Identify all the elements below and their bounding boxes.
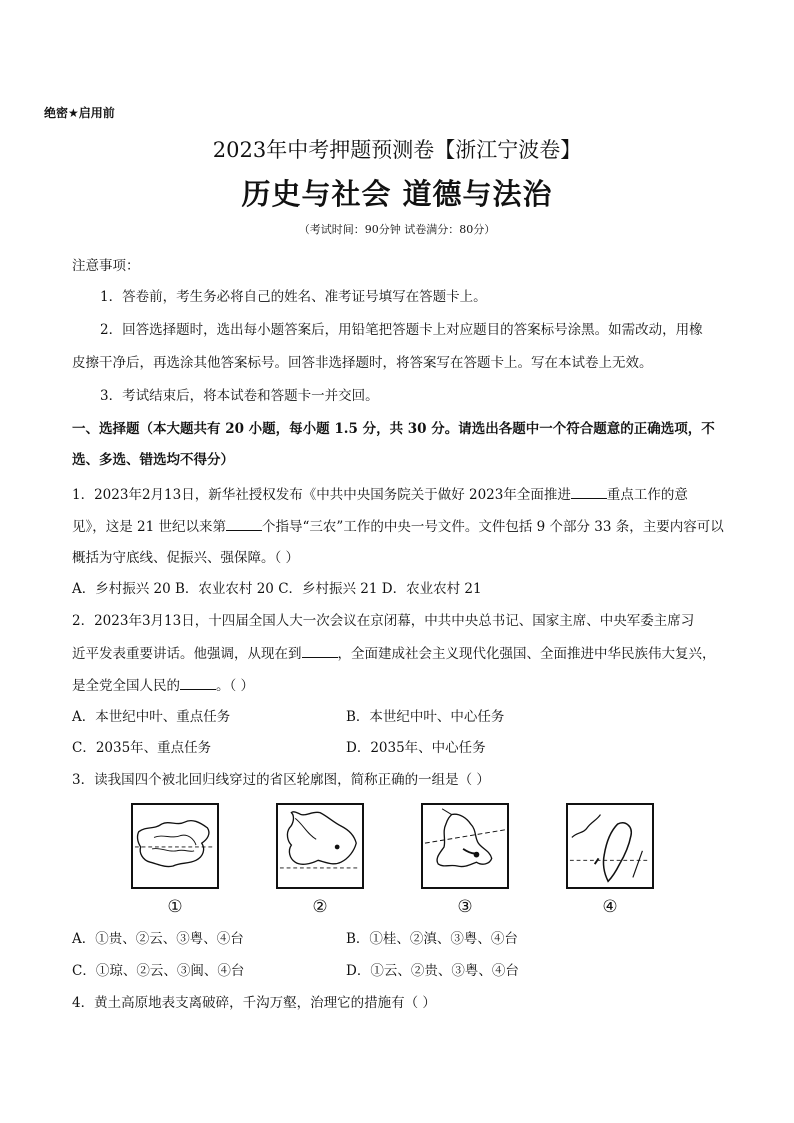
note-2-line2: 皮擦干净后，再选涂其他答案标号。回答非选择题时，将答案写在答题卡上。写在本试卷上无效。 xyxy=(72,355,653,371)
province-outline-icon xyxy=(278,805,362,887)
province-outline-icon xyxy=(568,805,652,887)
q3-stem: 3．读我国四个被北回归线穿过的省区轮廓图，简称正确的一组是（ ） xyxy=(72,772,490,788)
note-1: 1．答卷前，考生务必将自己的姓名、准考证号填写在答题卡上。 xyxy=(100,289,487,305)
q1-line1 xyxy=(72,484,732,505)
q2-line2 xyxy=(72,643,732,664)
answer-blank xyxy=(226,516,262,531)
q1-line3: 概括为守底线、促振兴、强保障。（ ） xyxy=(72,550,300,566)
q3-option-c: C．①琼、②云、③闽、④台 xyxy=(72,963,245,979)
q1-text: 见》，这是 21 世纪以来第 xyxy=(72,519,227,535)
province-outline-icon xyxy=(423,805,507,887)
answer-blank xyxy=(302,643,338,658)
q2-text: 是全党全国人民的 xyxy=(72,678,180,694)
note-3: 3．考试结束后，将本试卷和答题卡一并交回。 xyxy=(100,388,379,404)
q3-option-b: B．①桂、②滇、③粤、④台 xyxy=(346,931,518,947)
map-label-1: ① xyxy=(167,897,183,917)
q2-text: 。（ ） xyxy=(216,678,255,694)
map-label-4: ④ xyxy=(602,897,618,917)
q2-option-d: D．2035年、中心任务 xyxy=(346,740,486,756)
map-2-province-outline xyxy=(276,803,364,889)
q4-stem: 4．黄土高原地表支离破碎，千沟万壑，治理它的措施有（ ） xyxy=(72,995,436,1011)
q2-option-c: C．2035年、重点任务 xyxy=(72,740,212,756)
q2-line1: 2．2023年3月13日，十四届全国人大一次会议在京闭幕，中共中央总书记、国家主席、中央军委主席习 xyxy=(72,613,695,629)
q2-option-b: B．本世纪中叶、中心任务 xyxy=(346,709,505,725)
province-outline-icon xyxy=(133,805,217,887)
section1-instruction-line1: 一、选择题（本大题共有 20 小题，每小题 1.5 分，共 30 分。请选出各题中一个符合题意的正确选项，不 xyxy=(72,421,715,437)
q2-text: 近平发表重要讲话。他强调，从现在到 xyxy=(72,646,302,662)
q3-option-d: D．①云、②贵、③粤、④台 xyxy=(346,963,519,979)
exam-title: 2023年中考押题预测卷【浙江宁波卷】 xyxy=(212,138,582,162)
q1-line2 xyxy=(72,516,732,537)
notes-heading: 注意事项： xyxy=(72,258,140,274)
answer-blank xyxy=(571,484,607,499)
map-4-province-outline xyxy=(566,803,654,889)
confidential-label: 绝密★启用前 xyxy=(44,106,115,120)
exam-time-info: （考试时间：90分钟 试卷满分：80分） xyxy=(298,223,496,236)
section1-instruction-line2: 选、多选、错选均不得分） xyxy=(72,452,234,468)
q3-option-a: A．①贵、②云、③粤、④台 xyxy=(72,931,244,947)
q1-text: 1．2023年2月13日，新华社授权发布《中共中央国务院关于做好 2023年全面推进 xyxy=(72,487,571,503)
q2-option-a: A．本世纪中叶、重点任务 xyxy=(72,709,231,725)
answer-blank xyxy=(180,675,216,690)
map-label-3: ③ xyxy=(457,897,473,917)
q1-text: 重点工作的意 xyxy=(606,487,688,503)
q1-options: A．乡村振兴 20 B．农业农村 20 C．乡村振兴 21 D．农业农村 21 xyxy=(72,581,482,597)
q2-line3 xyxy=(72,675,732,696)
map-3-province-outline xyxy=(421,803,509,889)
q2-text: ，全面建成社会主义现代化强国、全面推进中华民族伟大复兴， xyxy=(337,646,716,662)
exam-subject: 历史与社会 道德与法治 xyxy=(241,177,553,211)
note-2-line1: 2．回答选择题时，选出每小题答案后，用铅笔把答题卡上对应题目的答案标号涂黑。如需改动，用橡 xyxy=(100,322,703,338)
q1-text: 个指导“三农”工作的中央一号文件。文件包括 9 个部分 33 条，主要内容可以 xyxy=(262,519,724,535)
map-1-province-outline xyxy=(131,803,219,889)
map-label-2: ② xyxy=(312,897,328,917)
